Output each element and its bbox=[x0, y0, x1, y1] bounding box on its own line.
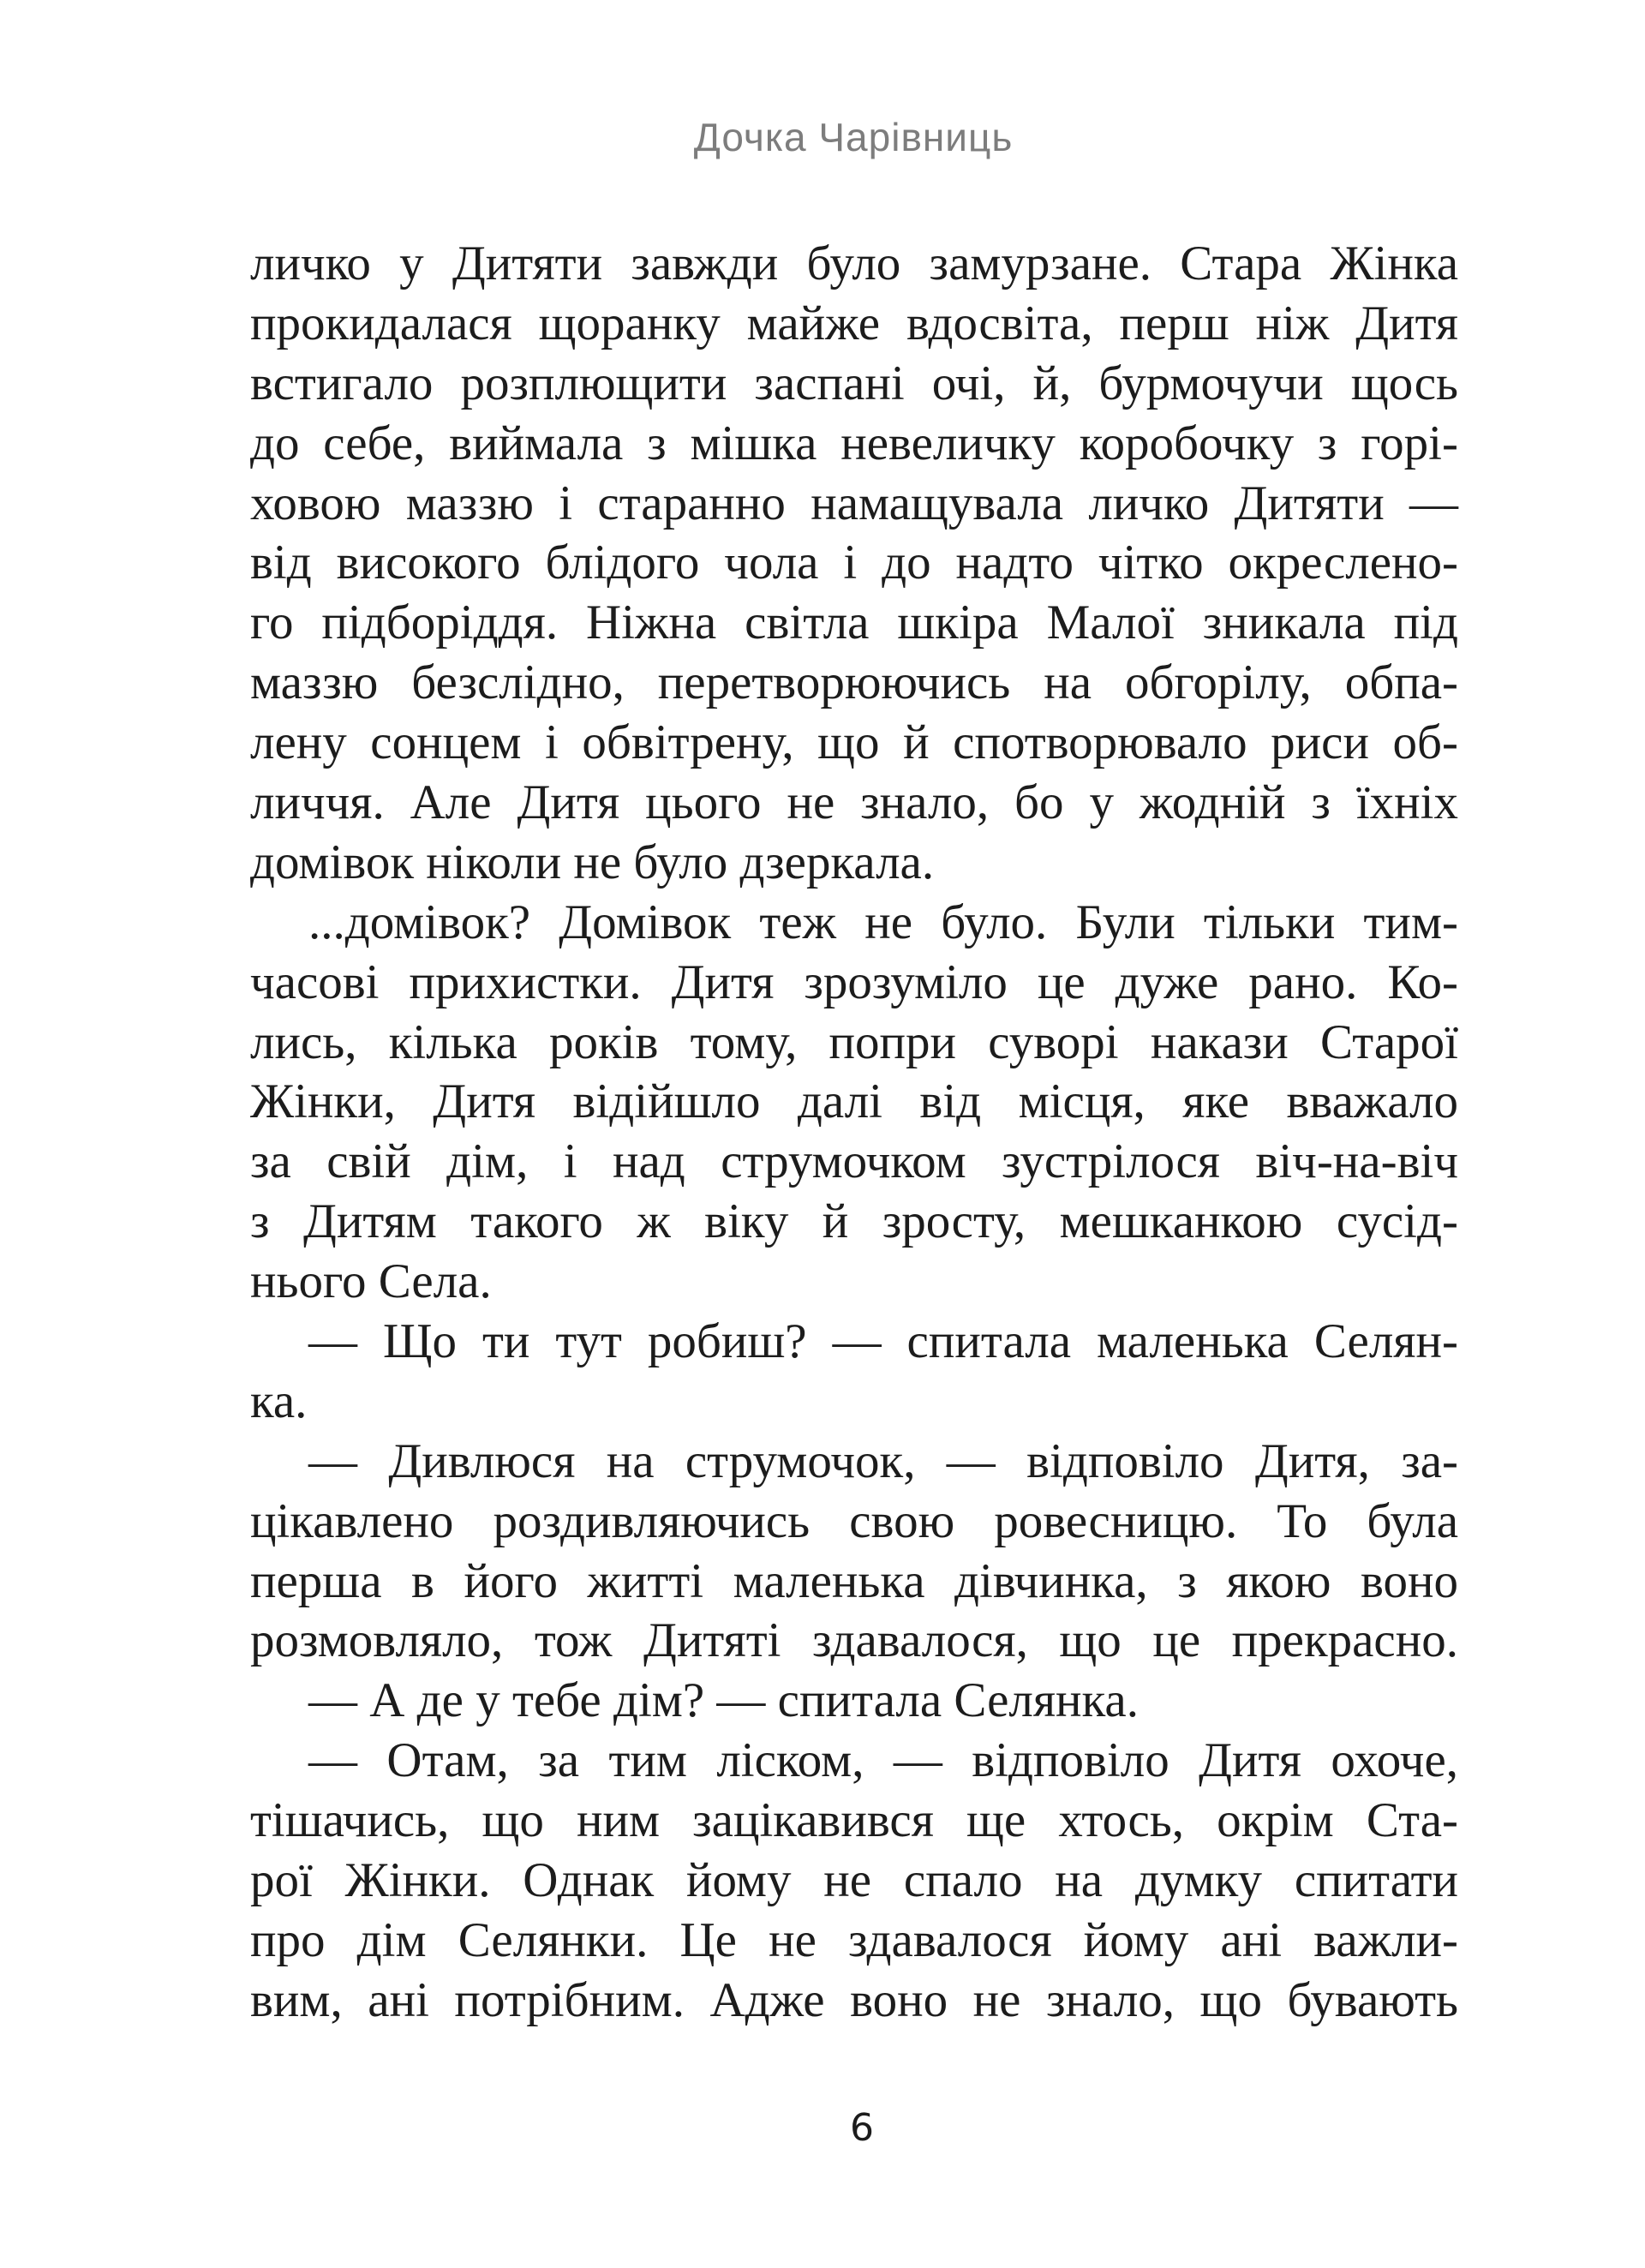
text-line: маззю безслідно, перетворюючись на обгорілу, обпа- bbox=[250, 655, 1458, 710]
text-line: від високого блідого чола і до надто чітко окреслено- bbox=[250, 536, 1458, 590]
running-head-title: Дочка Чарівниць bbox=[693, 115, 1014, 159]
text-line: личчя. Але Дитя цього не знало, бо у жодній з їхніх bbox=[250, 775, 1458, 830]
text-line: — Дивлюся на струмочок, — відповіло Дитя, за- bbox=[308, 1433, 1458, 1488]
text-line: цікавлено роздивляючись свою ровесницю. То була bbox=[250, 1493, 1458, 1548]
text-line: го підборіддя. Ніжна світла шкіра Малої зникала під bbox=[250, 595, 1458, 650]
text-line: нього Села. bbox=[250, 1254, 492, 1309]
text-line: розмовляло, тож Дитяті здавалося, що це прекрасно. bbox=[250, 1613, 1458, 1668]
text-line: перша в його житті маленька дівчинка, з якою воно bbox=[250, 1553, 1458, 1608]
text-line: прокидалася щоранку майже вдосвіта, перш ніж Дитя bbox=[250, 296, 1458, 350]
text-line: за свій дім, і над струмочком зустрілося віч-на-віч bbox=[250, 1134, 1458, 1189]
text-line: — А де у тебе дім? — спитала Селянка. bbox=[308, 1673, 1139, 1728]
text-line: лись, кілька років тому, попри суворі накази Старої bbox=[250, 1014, 1458, 1069]
text-line: — Що ти тут робиш? — спитала маленька Селян- bbox=[308, 1314, 1458, 1369]
text-line: лену сонцем і обвітрену, що й спотворювало риси об- bbox=[250, 715, 1458, 770]
text-line: рої Жінки. Однак йому не спало на думку спитати bbox=[250, 1853, 1458, 1908]
text-line: домівок ніколи не було дзеркала. bbox=[250, 835, 935, 889]
page-number: 6 bbox=[850, 2106, 874, 2150]
text-line: тішачись, що ним зацікавився ще хтось, окрім Ста- bbox=[250, 1793, 1458, 1848]
text-line: Жінки, Дитя відійшло далі від місця, яке вважало bbox=[250, 1074, 1458, 1129]
body-text bbox=[250, 234, 1458, 2031]
text-line: часові прихистки. Дитя зрозуміло це дуже рано. Ко- bbox=[250, 954, 1458, 1009]
text-line: ка. bbox=[250, 1373, 308, 1428]
text-line: встигало розплющити заспані очі, й, бурмочучи щось bbox=[250, 356, 1458, 410]
text-line: з Дитям такого ж віку й зросту, мешканкою сусід- bbox=[250, 1194, 1458, 1249]
text-line: — Отам, за тим ліском, — відповіло Дитя охоче, bbox=[308, 1733, 1458, 1788]
text-line: ховою маззю і старанно намащувала личко Дитяти — bbox=[250, 476, 1458, 530]
text-line: до себе, виймала з мішка невеличку коробочку з горі- bbox=[250, 416, 1458, 470]
text-line: вим, ані потрібним. Адже воно не знало, що бувають bbox=[250, 1972, 1458, 2027]
text-line: личко у Дитяти завжди було замурзане. Стара Жінка bbox=[250, 236, 1458, 290]
text-line: про дім Селянки. Це не здавалося йому ані важли- bbox=[250, 1912, 1458, 1967]
text-line: ...домівок? Домівок теж не було. Були тільки тим- bbox=[308, 895, 1458, 949]
